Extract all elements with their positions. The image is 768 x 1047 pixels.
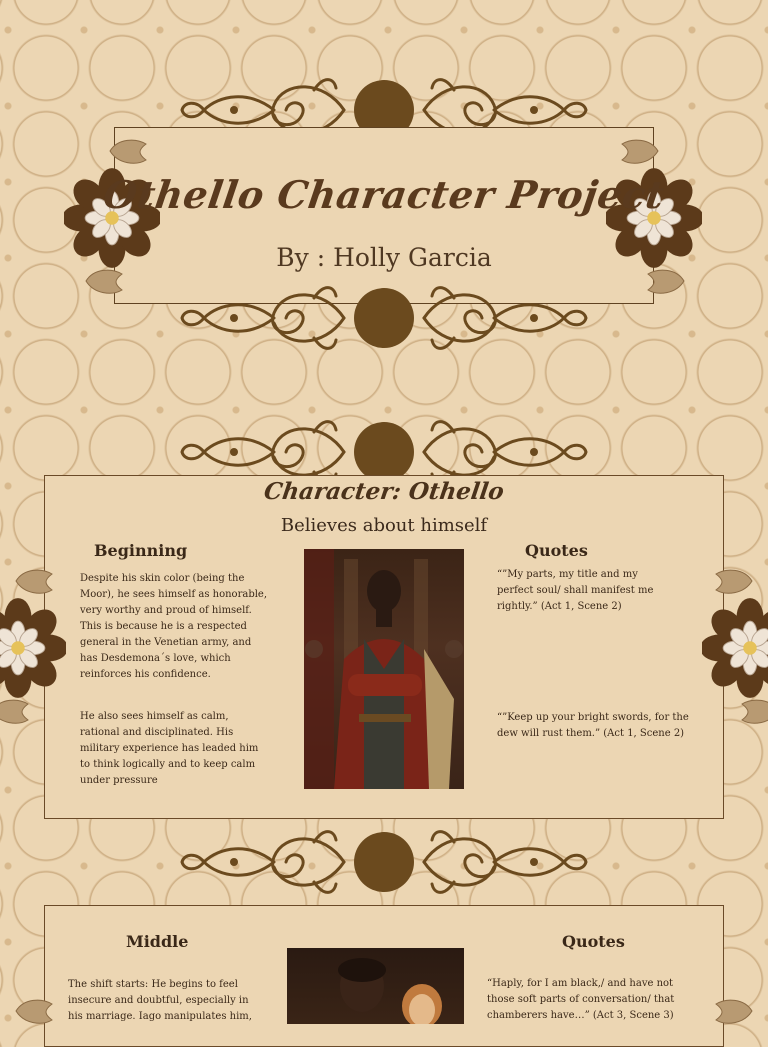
leaf-icon — [714, 996, 754, 1026]
character-title: Character: Othello — [262, 478, 506, 505]
leaf-icon — [0, 696, 30, 726]
flower-icon — [0, 598, 66, 698]
flower-icon — [702, 598, 768, 698]
othello-portrait — [304, 549, 464, 789]
othello-desdemona-portrait — [287, 948, 464, 1024]
leaf-icon — [740, 696, 768, 726]
author-byline: By : Holly Garcia — [276, 243, 492, 272]
page-title: Othello Character Project — [100, 172, 668, 217]
middle-heading: Middle — [126, 932, 189, 951]
flourish-ornament — [174, 822, 594, 902]
quote-text: “”My parts, my title and my perfect soul/ shall manifest me rightly.” (Act 1, Scene 2) — [497, 569, 654, 612]
quotes-heading: Quotes — [562, 932, 625, 951]
beginning-paragraph: Despite his skin color (being the Moor), he sees himself as honorable, very worthy and proud of himself. This is because he is a respected general in the Venetian army, and has Desdemona´s love, which reinforces his confidence. — [80, 573, 268, 680]
leaf-icon — [14, 566, 54, 596]
leaf-icon — [108, 136, 148, 166]
leaf-icon — [714, 566, 754, 596]
quotes-heading: Quotes — [525, 541, 588, 560]
leaf-icon — [14, 996, 54, 1026]
middle-paragraph: The shift starts: He begins to feel insecure and doubtful, especially in his marriage. Iago manipulates him, — [68, 979, 252, 1022]
quote-text: “”Keep up your bright swords, for the dew will rust them.” (Act 1, Scene 2) — [497, 712, 689, 739]
beginning-paragraph: He also sees himself as calm, rational and disciplinated. His military experience has leaded him to think logically and to keep calm under pressure — [80, 711, 259, 786]
section-subtitle: Believes about himself — [280, 515, 488, 536]
leaf-icon — [620, 136, 660, 166]
flourish-ornament — [174, 278, 594, 358]
quote-text: “Haply, for I am black,/ and have not those soft parts of conversation/ that chamberers have…” (Act 3, Scene 3) — [487, 978, 675, 1021]
beginning-heading: Beginning — [94, 541, 188, 560]
